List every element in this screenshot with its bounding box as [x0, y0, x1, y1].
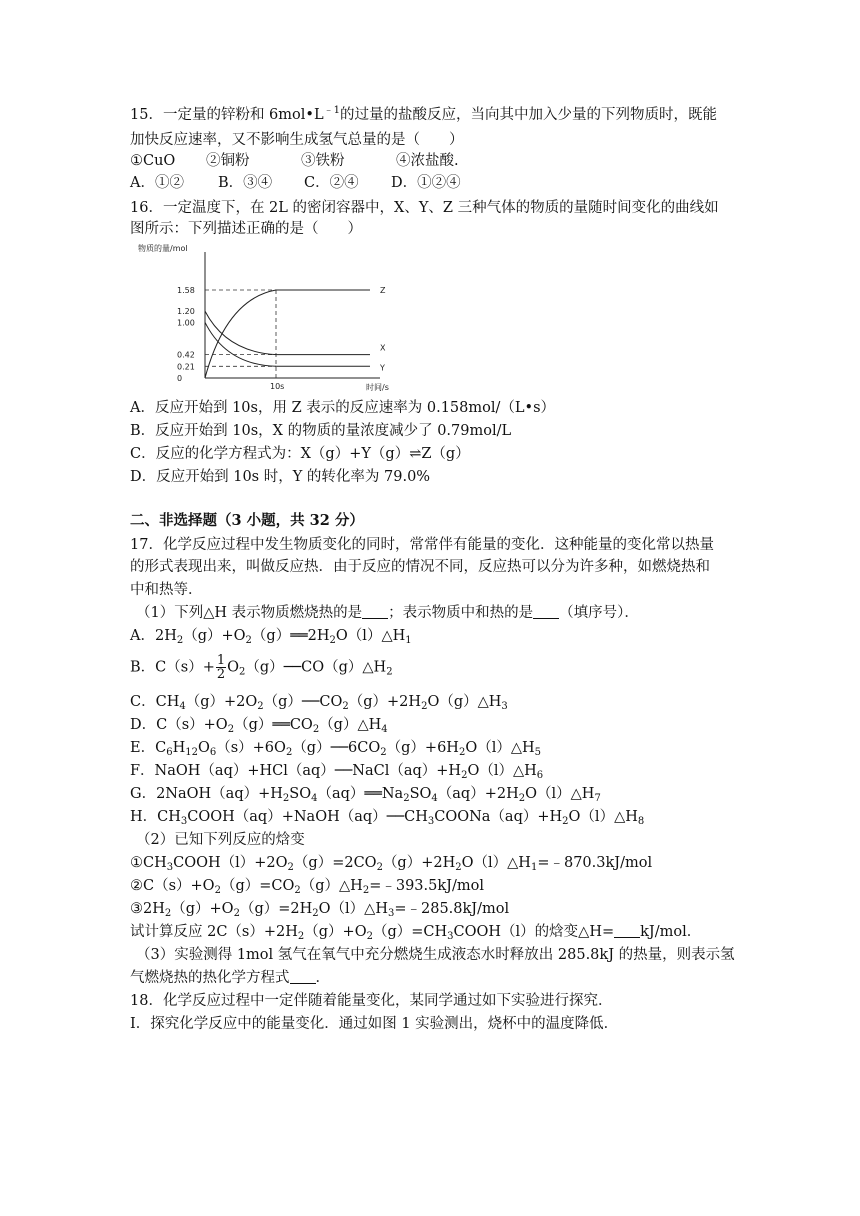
chart-series-x-line: [205, 311, 370, 354]
q16-amount-time-chart: [130, 242, 400, 394]
chart-series-x-label: X: [380, 343, 386, 353]
chart-y-tick-label: 1.00: [177, 318, 195, 328]
q15-items: [130, 151, 459, 171]
chart-series-y-label: Y: [380, 363, 385, 373]
chart-x-axis-label: 时间/s: [366, 383, 389, 392]
chart-y-tick-label: 0.42: [177, 350, 195, 360]
q15-choice-b: B．③④: [218, 175, 273, 191]
chart-y-tick-label: 0: [177, 374, 183, 383]
chart-y-axis-label: 物质的量/mol: [138, 244, 188, 253]
q17-intro-line3: 中和热等．: [130, 582, 203, 598]
q17-part3-line1: （3）实验测得 1mol 氢气在氧气中充分燃烧生成液态水时释放出 285.8kJ 的热量，则表示氢: [136, 947, 735, 963]
chart-y-tick-label: 1.58: [177, 286, 195, 295]
q16-stem-line2: 图所示：下列描述正确的是（ ）: [130, 221, 362, 237]
q16-option-c: C．反应的化学方程式为：X（g）+Y（g）⇌Z（g）: [130, 446, 470, 462]
chart-series-z-label: Z: [380, 286, 386, 295]
q15-item-4: ④浓盐酸.: [396, 153, 459, 169]
chart-series-y-line: [205, 322, 370, 366]
blank-thermochemical-equation[interactable]: [290, 969, 316, 984]
q18-stem: 18．化学反应过程中一定伴随着能量变化，某同学通过如下实验进行探究．: [130, 993, 613, 1009]
q17-intro-line2: 的形式表现出来，叫做反应热．由于反应的情况不同，反应热可以分为许多种，如燃烧热和: [130, 559, 710, 575]
q15-choice-a: A．①②: [130, 175, 184, 191]
section-2-heading: 二、非选择题（3 小题，共 32 分）: [130, 512, 364, 529]
q17-enthalpy-2: $②C(s)+O_2(g)=CO_2(g)\triangle H_2=﹣393.5kJ$/mol: [130, 878, 484, 896]
q15-stem-line1: 15．一定量的锌粉和 $6mol•L^{﹣1}$的过量的盐酸反应，当向其中加入少量的下列物质时，既能: [130, 105, 717, 123]
q15-choices: [130, 173, 461, 193]
q17-intro-line1: 17．化学反应过程中发生物质变化的同时，常常伴有能量的变化．这种能量的变化常以热量: [130, 537, 714, 553]
q17-part3-line2: 气燃烧热的热化学方程式 ．: [130, 970, 330, 986]
chart-series-z-line: [205, 290, 370, 378]
q15-stem-line2: 加快反应速率，又不影响生成氢气总量的是（ ）: [130, 132, 464, 148]
q17-part1: （1）下列△H 表示物质燃烧热的是 ；表示物质中和热的是 （填序号）．: [136, 605, 639, 621]
q15-item-3: ③铁粉: [301, 153, 345, 169]
chart-y-tick-label: 1.20: [177, 307, 195, 317]
chart-y-tick-label: 0.21: [177, 362, 195, 372]
q15-choice-d: D．①②④: [391, 175, 461, 191]
q17-reaction-h: H．$CH_3COOH(aq)+NaOH(aq)──CH_3COONa(aq)+H_2O(l)\triangle H_8$: [130, 809, 645, 827]
q17-part2-question: 试计算反应 $2C(s)+2H_2(g)+O_2(g)=CH_3COOH(l)$的焓变△H= kJ/mol．: [130, 924, 702, 942]
blank-enthalpy[interactable]: [614, 923, 640, 938]
q16-option-d: D．反应开始到 10s 时，Y 的转化率为 79.0%: [130, 469, 431, 485]
q17-part2: （2）已知下列反应的焓变: [136, 832, 305, 848]
q16-option-a: A．反应开始到 10s，用 Z 表示的反应速率为 0.158mol/（L•s）: [130, 400, 556, 416]
q17-enthalpy-3: $③2H_2(g)+O_2(g)=2H_2O(l)\triangle H_3=﹣285.8kJ$/mol: [130, 901, 510, 919]
q17-reaction-f: F．$NaOH(aq)+HCl(aq)──NaCl(aq)+H_2O(l)\triangle H_6$: [130, 763, 544, 781]
q16-option-b: B．反应开始到 10s，X 的物质的量浓度减少了 0.79mol/L: [130, 423, 512, 439]
q17-reaction-b: B．C（s）+ $\frac{1}{2}$ $O_2(g)──CO(g)\triangle H_2$: [130, 653, 393, 682]
q15-choice-c: C．②④: [304, 175, 359, 191]
q17-reaction-e: E．$C_6H_{12}O_6(s)+6O_2(g)──6CO_2(g)+6H_2O(l)\triangle H_5$: [130, 740, 542, 758]
chart-x-tick-label: 10s: [270, 382, 285, 391]
q15-item-2: ②铜粉: [206, 153, 250, 169]
q17-reaction-g: G．$2NaOH(aq)+H_2SO_4(aq)══Na_2SO_4(aq)+2H_2O(l)\triangle H_7$: [130, 786, 601, 804]
q17-reaction-a: A．$2H_2(g)+O_2(g)══2H_2O(l)\triangle H_1$: [130, 628, 412, 646]
blank-combustion[interactable]: [362, 604, 388, 619]
blank-neutralization[interactable]: [533, 604, 559, 619]
fraction-one-half: $\frac{1}{2}$: [216, 653, 226, 682]
q17-reaction-d: D．$C(s)+O_2(g)══CO_2(g)\triangle H_4$: [130, 717, 388, 735]
q15-item-1: ①CuO: [130, 153, 176, 169]
q18-part1: Ⅰ．探究化学反应中的能量变化．通过如图 1 实验测出，烧杯中的温度降低．: [130, 1016, 619, 1032]
q17-reaction-c: C．$CH_4(g)+2O_2(g)──CO_2(g)+2H_2O(g)\triangle H_3$: [130, 694, 508, 712]
q16-stem-line1: 16．一定温度下，在 2L 的密闭容器中，X、Y、Z 三种气体的物质的量随时间变化的曲线如: [130, 200, 719, 216]
q17-enthalpy-1: $①CH_3COOH(l)+2O_2(g)=2CO_2(g)+2H_2O(l)\triangle H_1=﹣870.3kJ$/mol: [130, 855, 653, 873]
